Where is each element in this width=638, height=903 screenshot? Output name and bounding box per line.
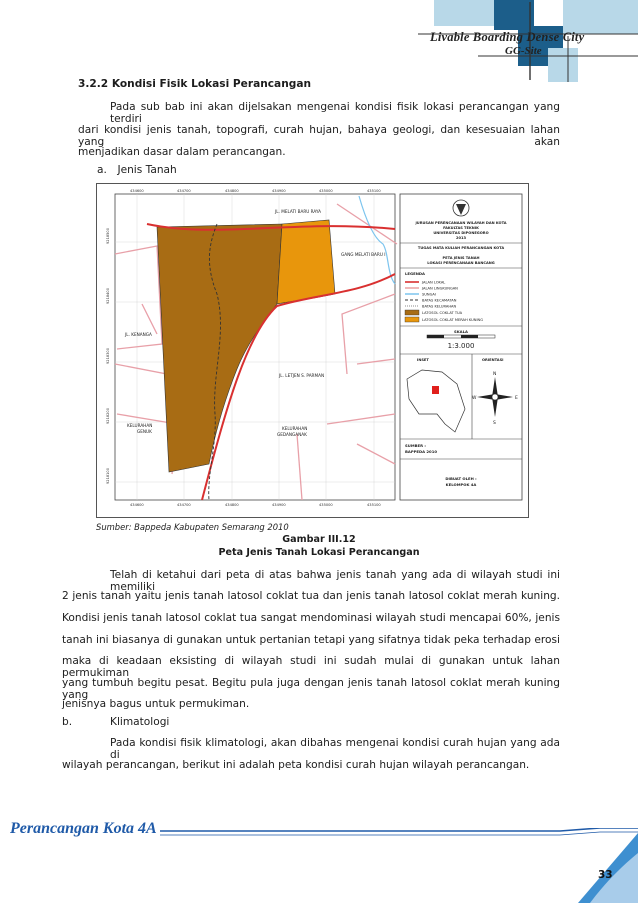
page-number: 33 bbox=[598, 869, 613, 881]
compass-west: W bbox=[472, 396, 477, 401]
legend-item-label: BATAS KECAMATAN bbox=[422, 298, 457, 303]
legend-panel bbox=[400, 194, 522, 500]
coord-bottom: 434800 bbox=[225, 503, 239, 507]
subsection-a-heading: a. Jenis Tanah bbox=[97, 164, 177, 176]
source-value: BAPPEDA 2010 bbox=[405, 449, 437, 454]
coord-left: 9218100 bbox=[106, 467, 110, 484]
figure-number: Gambar III.12 bbox=[282, 534, 356, 545]
legend-university: UNIVERSITAS DIPONEGORO bbox=[433, 231, 489, 235]
subsection-b-marker: b. bbox=[62, 716, 73, 728]
legend-course: TUGAS MATA KULIAH PERANCANGAN KOTA bbox=[417, 246, 505, 250]
legend-year: 2013 bbox=[455, 236, 467, 240]
label-kelurahan-gedanganak-1: KELURAHAN bbox=[282, 426, 308, 431]
soil-type-map bbox=[96, 183, 529, 518]
made-by-value: KELOMPOK 4A bbox=[445, 482, 477, 487]
coord-bottom: 434600 bbox=[130, 503, 144, 507]
coord-top: 435000 bbox=[319, 189, 333, 193]
logo-block-light-blue bbox=[434, 0, 494, 26]
coord-top: 435100 bbox=[367, 189, 381, 193]
legend-item-label: BATAS KELURAHAN bbox=[422, 304, 457, 309]
footer-decoration bbox=[0, 828, 638, 903]
para3-line-2: wilayah perancangan, berikut ini adalah peta kondisi curah hujan wilayah perancangan. bbox=[62, 759, 530, 771]
scale-label: SKALA bbox=[454, 329, 468, 334]
intro-line-1: Pada sub bab ini akan dijelsakan mengenai kondisi fisik lokasi perancangan yang terdiri bbox=[110, 101, 560, 125]
inset-site-marker bbox=[432, 386, 439, 394]
label-melati-baru-raya: JL. MELATI BARU RAYA bbox=[275, 209, 322, 214]
intro-line-2: dari kondisi jenis tanah, topografi, curah hujan, bahaya geologi, dan kesesuaian lahan yang akan bbox=[78, 124, 560, 148]
label-kelurahan-genuk-2: GENUK bbox=[137, 429, 152, 434]
label-letjen: JL. LETJEN S. PARMAN bbox=[279, 373, 325, 378]
para2-line-5: maka di keadaan eksisting di wilayah studi ini sudah mulai di gunakan untuk lahan permukiman bbox=[62, 655, 560, 679]
inset-label: INSET bbox=[417, 358, 429, 362]
label-gang-melati: GANG MELATI BARU I bbox=[341, 252, 386, 257]
para2-line-2: 2 jenis tanah yaitu jenis tanah latosol coklat tua dan jenis tanah latosol coklat merah kuning. bbox=[62, 590, 560, 602]
figure-title: Peta Jenis Tanah Lokasi Perancangan bbox=[218, 547, 420, 558]
para2-line-4: tanah ini biasanya di gunakan untuk pertanian tetapi yang sifatnya tidak peka terhadap erosi bbox=[62, 634, 560, 646]
coord-top: 434800 bbox=[225, 189, 239, 193]
label-kelurahan-genuk-1: KELURAHAN bbox=[127, 423, 153, 428]
legend-swatch-dark-brown bbox=[405, 310, 419, 315]
compass-south: S bbox=[493, 421, 496, 426]
footer-line bbox=[160, 828, 638, 831]
coord-left: 9218500 bbox=[106, 227, 110, 244]
legend-map-title-1: PETA JENIS TANAH bbox=[442, 256, 480, 260]
map-graphic bbox=[97, 184, 528, 517]
para2-line-3: Kondisi jenis tanah latosol coklat tua sangat mendominasi wilayah studi mencapai 60%, jenis bbox=[62, 612, 560, 624]
latosol-red-yellow-area bbox=[277, 220, 335, 304]
subsection-b-heading: Klimatologi bbox=[110, 716, 170, 728]
logo-block-dark-blue bbox=[494, 0, 534, 30]
legend-map-title-2: LOKASI PERENCANAAN BANCANG bbox=[427, 261, 495, 265]
section-heading: 3.2.2 Kondisi Fisik Lokasi Perancangan bbox=[78, 78, 312, 90]
legend-faculty: FAKULTAS TEKNIK bbox=[443, 226, 479, 230]
coord-top: 434900 bbox=[272, 189, 286, 193]
coord-left: 9218200 bbox=[106, 407, 110, 424]
orientation-label: ORIENTASI bbox=[482, 358, 504, 362]
coord-left: 9218400 bbox=[106, 287, 110, 304]
legend-institution: JURUSAN PERENCANAAN WILAYAH DAN KOTA bbox=[415, 221, 507, 225]
label-kelurahan-gedanganak-2: GEDANGANAK bbox=[277, 432, 307, 437]
coord-left: 9218300 bbox=[106, 347, 110, 364]
para2-line-1: Telah di ketahui dari peta di atas bahwa jenis tanah yang ada di wilayah studi ini memiliki bbox=[110, 569, 560, 593]
para3-line-1: Pada kondisi fisik klimatologi, akan dibahas mengenai kondisi curah hujan yang ada di bbox=[110, 737, 560, 761]
footer-line bbox=[160, 832, 638, 835]
legend-swatch-red-yellow bbox=[405, 317, 419, 322]
intro-line-3: menjadikan dasar dalam perancangan. bbox=[78, 146, 286, 158]
compass-north: N bbox=[493, 372, 497, 377]
coord-top: 434700 bbox=[177, 189, 191, 193]
coord-bottom: 435000 bbox=[319, 503, 333, 507]
legend-item-label: LATOSOL COKLAT MERAH KUNING bbox=[422, 318, 483, 322]
legend-item-label: JALAN LOKAL bbox=[422, 280, 446, 285]
coord-bottom: 434700 bbox=[177, 503, 191, 507]
legend-item-label: LATOSOL COKLAT TUA bbox=[422, 311, 463, 315]
map-source-note: Sumber: Bappeda Kabupaten Semarang 2010 bbox=[96, 522, 289, 532]
scale-value: 1:3.000 bbox=[447, 342, 475, 350]
compass-east: E bbox=[515, 396, 518, 401]
logo-block-light-blue-3 bbox=[548, 48, 578, 82]
coord-bottom: 435100 bbox=[367, 503, 381, 507]
header-subtitle: GG-Site bbox=[505, 45, 542, 57]
header-title: Livable Boarding Dense City bbox=[430, 30, 585, 44]
legend-item-label: SUNGAI bbox=[422, 292, 436, 297]
footer-title: Perancangan Kota 4A bbox=[10, 820, 157, 837]
para2-line-7: jenisnya bagus untuk permukiman. bbox=[62, 698, 250, 710]
scale-bar-segment bbox=[427, 335, 444, 338]
coord-bottom: 434900 bbox=[272, 503, 286, 507]
legend-heading: LEGENDA bbox=[405, 271, 425, 276]
legend-item-label: JALAN LINGKUNGAN bbox=[422, 286, 458, 291]
made-by-label: DIBUAT OLEH : bbox=[445, 476, 477, 481]
coord-top: 434600 bbox=[130, 189, 144, 193]
logo-block-light-blue-2 bbox=[563, 0, 638, 34]
label-kenanga: JL. KENANGA bbox=[125, 332, 152, 337]
para2-line-6: yang tumbuh begitu pesat. Begitu pula juga dengan jenis tanah latosol coklat merah kuning yang bbox=[62, 677, 560, 701]
source-label: SUMBER : bbox=[405, 443, 426, 448]
scale-bar-segment bbox=[461, 335, 478, 338]
